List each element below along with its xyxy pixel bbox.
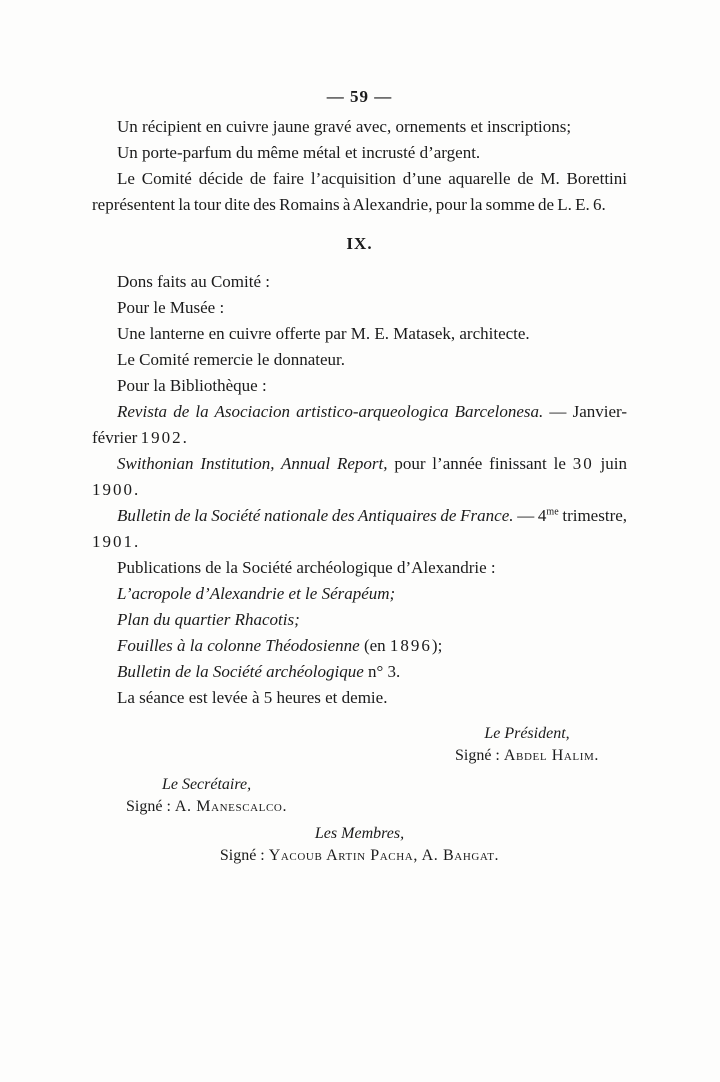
text-segment: Bulletin de la Société nationale des Antiquaires de France. <box>117 506 514 525</box>
signature-name: A. Manescalco. <box>174 798 288 815</box>
text-segment: 30 <box>572 454 594 473</box>
text-segment: IX. <box>346 234 373 253</box>
text-segment: Swithonian Institution, Annual Report, <box>117 454 388 473</box>
line-lanterne <box>92 321 627 347</box>
line-fouilles-colonne <box>92 633 627 659</box>
text-segment: 1900. <box>92 480 141 499</box>
line-remercie-donnateur <box>92 347 627 373</box>
signature-title: Le Président, <box>484 725 570 742</box>
text-segment: juin <box>593 454 627 473</box>
line-seance-levee <box>92 685 627 711</box>
signature-prefix: Signé : <box>454 747 504 764</box>
text-segment: (en <box>359 636 390 655</box>
signature-members <box>220 823 499 867</box>
text-segment: pour l’année finissant le <box>387 454 573 473</box>
line-dons-comite <box>92 269 627 295</box>
text-segment: ); <box>431 636 443 655</box>
signature-secretary <box>126 774 287 818</box>
signature-title: Le Secrétaire, <box>161 776 252 793</box>
line-publications-societe <box>92 555 627 581</box>
text-segment: 1896 <box>389 636 432 655</box>
signature-line <box>455 745 599 767</box>
para-comite-acquisition <box>92 166 627 218</box>
text-segment: Un récipient en cuivre jaune gravé avec, ornements et inscriptions; <box>117 117 572 136</box>
page-number: — 59 — <box>326 87 393 106</box>
text-segment: 1902. <box>140 428 189 447</box>
text-segment: — 4 <box>513 506 547 525</box>
line-acropole <box>92 581 627 607</box>
text-segment: trimestre, <box>558 506 628 525</box>
text-segment: n° 3. <box>363 662 401 681</box>
text-segment: Plan du quartier Rhacotis; <box>117 610 300 629</box>
text-segment: Pour le Musée : <box>117 298 225 317</box>
text-segment: Fouilles à la colonne Théodosienne <box>117 636 360 655</box>
text-segment: Publications de la Société archéologique d’Alexandrie : <box>117 558 496 577</box>
line-recipient <box>92 114 627 140</box>
text-segment: Pour la Bibliothèque : <box>117 376 267 395</box>
signature-name: Abdel Halim. <box>503 747 599 764</box>
text-segment: — Janvier-février <box>92 402 627 447</box>
signature-prefix: Signé : <box>219 847 269 864</box>
line-pour-musee <box>92 295 627 321</box>
signature-prefix: Signé : <box>126 798 175 815</box>
text-segment: Une lanterne en cuivre offerte par M. E. Matasek, architecte. <box>117 324 530 343</box>
signature-area <box>92 723 627 867</box>
para-swithonian <box>92 451 627 503</box>
signature-line <box>220 845 499 867</box>
text-segment: L’acropole d’Alexandrie et le Sérapéum; <box>117 584 396 603</box>
section-heading <box>92 231 627 257</box>
line-plan-rhacotis <box>92 607 627 633</box>
text-segment: Le Comité décide de faire l’acquisition d’une aquarelle de M. Borettini représentent la tour dite des Romains à Alexandrie, pour la somme de L. E. 6. <box>92 169 627 214</box>
signature-name: Yacoub Artin Pacha, A. Bahgat. <box>268 847 500 864</box>
line-bulletin-archeologique <box>92 659 627 685</box>
signature-line <box>126 796 287 818</box>
text-segment: Bulletin de la Société archéologique <box>117 662 364 681</box>
line-porte-parfum <box>92 140 627 166</box>
para-revista-barcelonesa <box>92 399 627 451</box>
text-segment: Revista de la Asociacion artistico-arqueologica Barcelonesa. <box>117 402 544 421</box>
signature-title: Les Membres, <box>314 825 405 842</box>
para-bulletin-antiquaires <box>92 503 627 555</box>
text-segment: Le Comité remercie le donnateur. <box>117 350 345 369</box>
signature-president <box>455 723 599 767</box>
text-segment: me <box>546 506 559 518</box>
text-segment: La séance est levée à 5 heures et demie. <box>117 688 388 707</box>
text-block <box>92 114 627 711</box>
text-segment: Un porte-parfum du même métal et incrusté d’argent. <box>117 143 481 162</box>
text-segment: Dons faits au Comité : <box>117 272 270 291</box>
line-pour-bibliotheque <box>92 373 627 399</box>
text-segment: 1901. <box>92 532 141 551</box>
